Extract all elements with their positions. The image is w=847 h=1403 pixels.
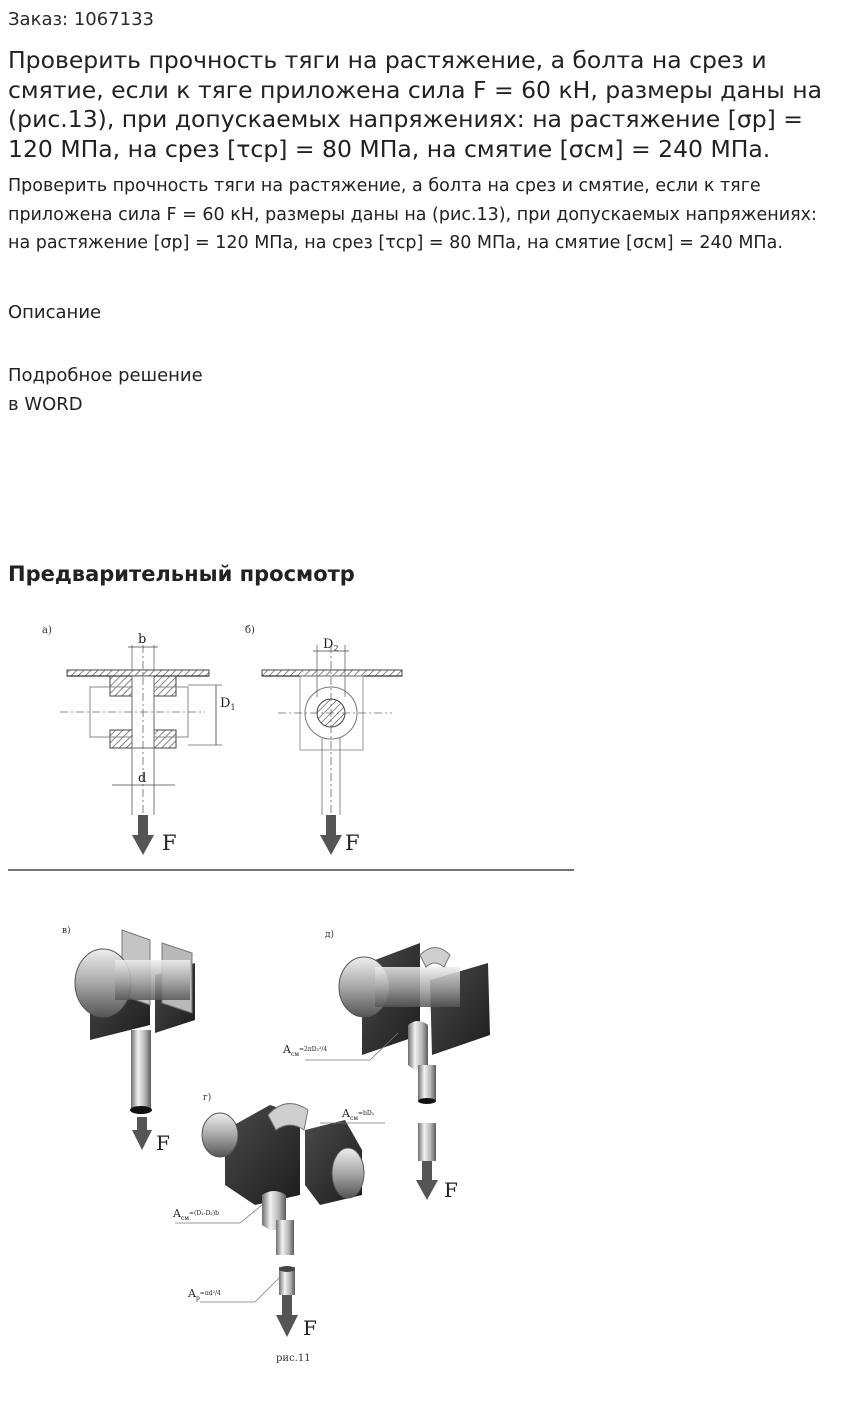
area-g1-sub: см: [349, 1115, 358, 1122]
illustration-3d: [0, 905, 560, 1375]
svg-text:D1: [220, 696, 236, 712]
force-label-g: F: [303, 1316, 317, 1340]
force-label-b: F: [345, 831, 360, 855]
force-arrow-d: [416, 1161, 438, 1200]
force-arrow-v: [132, 1117, 152, 1150]
svg-text:Aсм=2πD₂²/4: [282, 1043, 327, 1058]
area-d1-formula: =2πD₂²/4: [298, 1046, 328, 1053]
force-arrow-g: [276, 1295, 298, 1337]
label-g: г): [203, 1093, 212, 1103]
task-text: Проверить прочность тяги на растяжение, а болта на срез и смятие, если к тяге приложена сила F = 60 кН, размеры даны на (рис.13), при допускаемых напряжениях: на растяжение [σр] = 120 МПа, на срез [τср] = 80 МПа, на смятие [σсм] = 240 МПа.: [8, 176, 817, 253]
label-b: б): [245, 625, 255, 636]
force-arrow-b: [320, 815, 342, 855]
figure-caption: рис.11: [276, 1353, 311, 1364]
dim-d: d: [138, 771, 147, 786]
area-g1-formula: =bD₂: [357, 1110, 375, 1117]
label-d: д): [325, 930, 335, 940]
svg-text:Aсм=(D₁-D₂)b: [172, 1207, 219, 1222]
area-g1: A: [342, 1107, 350, 1120]
task-title: Проверить прочность тяги на растяжение, а болта на срез и смятие, если к тяге приложена сила F = 60 кН, размеры даны на (рис.13), при допускаемых напряжениях: на растяжение [σр] = 120 МПа, на срез [τср] = 80 МПа, на смятие [σсм] = 240 МПа.: [8, 46, 823, 163]
dim-D1-sub: 1: [230, 703, 236, 712]
technical-drawing-top: [0, 605, 580, 875]
area-g3-formula: =πd²/4: [199, 1290, 221, 1297]
dim-D2: D: [323, 637, 334, 652]
area-g2: A: [173, 1207, 181, 1220]
area-d1-sub: см: [290, 1051, 299, 1058]
force-label-v: F: [156, 1131, 170, 1155]
area-g3: A: [188, 1287, 196, 1300]
svg-text:Aсм=bD₂: [341, 1107, 375, 1122]
area-d1: A: [283, 1043, 291, 1056]
force-arrow-a: [132, 815, 154, 855]
force-label-d: F: [444, 1178, 458, 1202]
solution-line-2: в WORD: [8, 394, 83, 415]
svg-text:Aр=πd²/4: [187, 1287, 221, 1302]
label-v: в): [62, 926, 71, 936]
area-g2-formula: =(D₁-D₂)b: [188, 1210, 219, 1217]
svg-text:D2: [323, 637, 339, 653]
force-label-a: F: [162, 831, 177, 855]
solution-line-1: Подробное решение: [8, 365, 203, 386]
dim-b: b: [138, 632, 147, 647]
dim-D1: D: [220, 696, 231, 711]
description-label: Описание: [8, 302, 102, 323]
area-g2-sub: см: [180, 1215, 189, 1222]
label-a: а): [42, 625, 52, 636]
order-number: Заказ: 1067133: [8, 9, 154, 30]
preview-heading: Предварительный просмотр: [8, 562, 355, 586]
area-g3-sub: р: [195, 1295, 200, 1302]
dim-D2-sub: 2: [333, 644, 339, 653]
